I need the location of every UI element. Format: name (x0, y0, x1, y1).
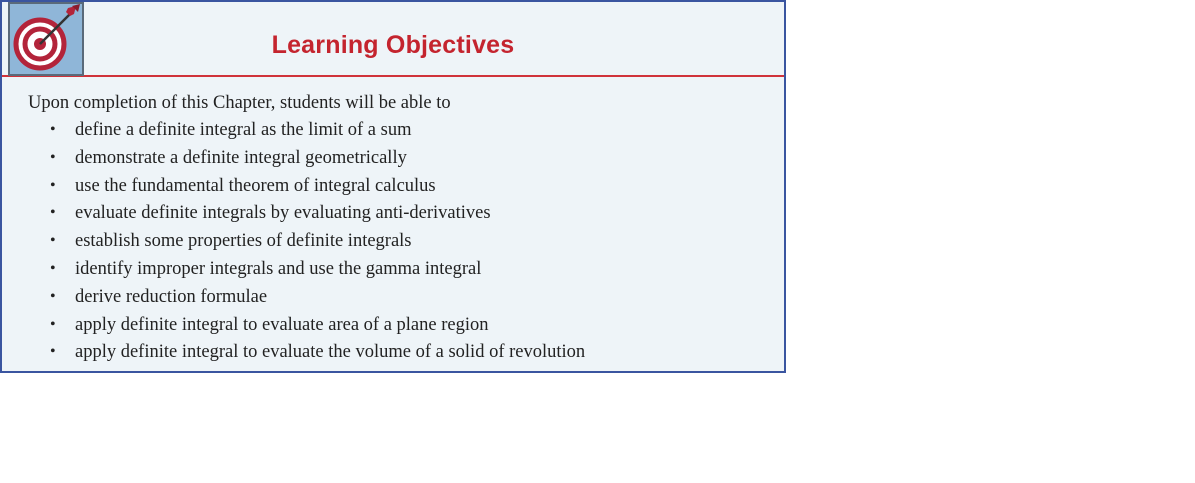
bullet-icon: • (50, 232, 56, 250)
bullet-icon: • (50, 204, 56, 222)
bullet-icon: • (50, 343, 56, 361)
intro-text: Upon completion of this Chapter, students will be able to (28, 93, 451, 113)
bullet-icon: • (50, 148, 56, 166)
page-title: Learning Objectives (271, 31, 515, 59)
bullet-icon: • (50, 259, 56, 277)
bullet-icon: • (50, 287, 56, 305)
bullet-icon: • (50, 121, 56, 138)
bullet-icon: • (50, 315, 56, 333)
learning-objectives-box: Learning Objectives Upon completion of this Chapter, students will be able to • define a definite integral as the limit of a sum • demonstrate a definite integral geometrically • use the fundamental theorem of integral calculus • evaluate definite integrals by evaluating anti-derivatives • establish some properties of definite integrals • identify improper integrals and use the gamma integral • derive reduction formulae • apply definite integral to evaluate area of a plane region • apply definite integral to evaluate the volume of a solid of revolution (0, 0, 786, 373)
header (2, 2, 784, 77)
bullet-icon: • (50, 176, 56, 194)
